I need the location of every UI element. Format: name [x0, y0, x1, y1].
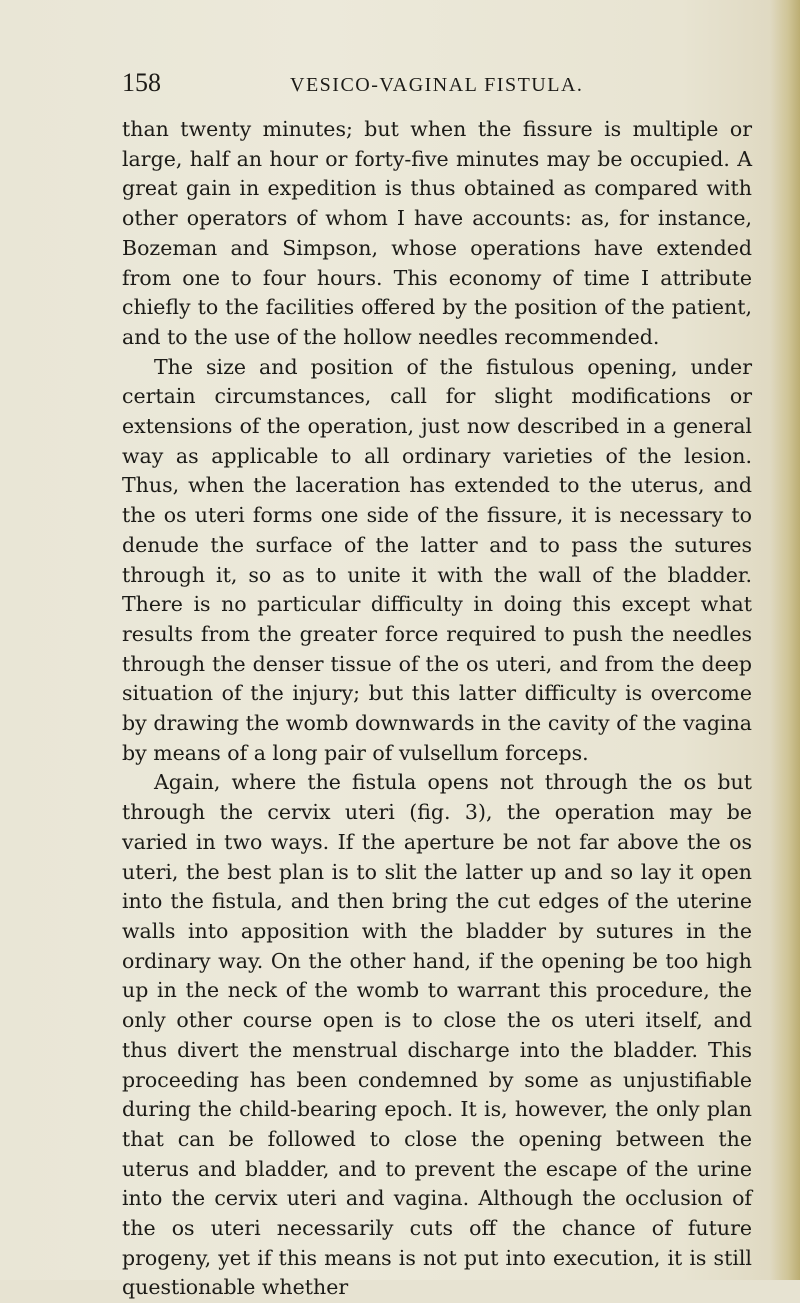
page-edge-shadow [770, 0, 800, 1280]
running-header [122, 66, 682, 100]
running-title: VESICO-VAGINAL FISTULA. [290, 74, 584, 96]
paragraph-fistula-size: The size and position of the fistulous opening, under certain circumstances, call for slight modifications or extensions of the operation, just now described in a general way as applicable to all ordinary varieties of the lesion. Thus, when the laceration has extended to the uterus, and the os uteri forms one side of the fissure, it is necessary to denude the surface of the latter and to pass the sutures through it, so as to unite it with the wall of the bladder. There is no particular difficulty in doing this except what results from the greater force required to push the needles through the denser tissue of the os uteri, and from the deep situation of the injury; but this latter difficulty is overcome by drawing the womb downwards in the cavity of the vagina by means of a long pair of vulsellum forceps. [122, 354, 752, 765]
paragraph-continuation: than twenty minutes; but when the fissure is multiple or large, half an hour or forty-five minutes may be occupied. A great gain in expedition is thus obtained as compared with other operators of whom I have accounts: as, for instance, Bozeman and Simpson, whose operations have extended from one to four hours. This economy of time I attribute chiefly to the facilities offered by the position of the patient, and to the use of the hollow needles recommended. [122, 117, 752, 349]
page-number: 158 [122, 68, 161, 97]
paragraph-cervix-fistula: Again, where the fistula opens not through the os but through the cervix uteri (fig. 3), the operation may be varied in two ways. If the aperture be not far above the os uteri, the best plan is to slit the latter up and so lay it open into the fistula, and then bring the cut edges of the uterine walls into apposition with the bladder by sutures in the ordinary way. On the other hand, if the opening be too high up in the neck of the womb to warrant this procedure, the only other course open is to close the os uteri itself, and thus divert the menstrual discharge into the bladder. This proceeding has been condemned by some as unjustifiable during the child-bearing epoch. It is, however, the only plan that can be followed to close the opening between the uterus and bladder, and to prevent the escape of the urine into the cervix uteri and vagina. Although the occlusion of the os uteri necessarily cuts off the chance of future progeny, yet if this means is not put into execution, it is still questionable whether [122, 770, 752, 1300]
body-text [122, 115, 752, 1303]
